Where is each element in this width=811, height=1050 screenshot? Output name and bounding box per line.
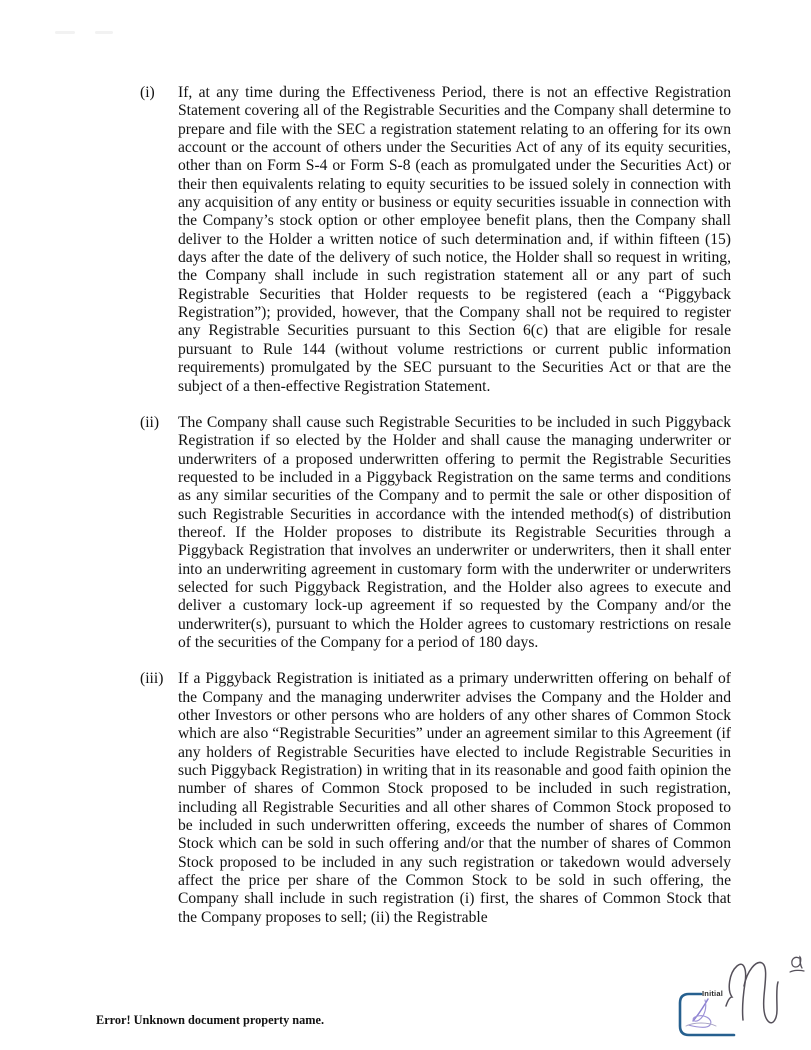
list-label-iii: (iii)	[140, 670, 164, 688]
list-label-ii: (ii)	[140, 413, 160, 431]
handwritten-initials-icon	[718, 946, 811, 1034]
document-error-field: Error! Unknown document property name.	[96, 1013, 325, 1027]
handwritten-initials-signature	[718, 946, 811, 1034]
scan-artifact-mark	[95, 31, 113, 34]
list-paragraph-ii	[140, 414, 731, 652]
scan-artifact	[55, 27, 117, 37]
list-paragraph-iii	[140, 670, 731, 927]
initial-stamp-label: Initial	[702, 989, 723, 998]
list-label-i: (i)	[140, 84, 155, 101]
scan-artifact-mark	[55, 31, 75, 34]
document-body	[140, 84, 731, 945]
paragraph-text-iii: If a Piggyback Registration is initiated as a primary underwritten offering on behalf of the Company and the managing underwriter advises the Company and the Holder and other Investors or other persons who are holders of any other shares of Common Stock which are also “Registrable Securities” under an agreement similar to this Agreement (if any holders of Registrable Securities have elected to include Registrable Securities in such Piggyback Registration) in writing that in its reasonable and good faith opinion the number of shares of Common Stock proposed to be included in such registration, including all Registrable Securities and all other shares of Common Stock proposed to be included in such underwritten offering, exceeds the number of shares of Common Stock which can be sold in such offering and/or that the number of shares of Common Stock proposed to be included in any such registration or takedown would adversely affect the price per share of the Common Stock to be sold in such offering, the Company shall include in such registration (i) first, the shares of Common Stock that the Company proposes to sell; (ii) the Registrable	[178, 670, 731, 926]
paragraph-text-ii: The Company shall cause such Registrable Securities to be included in such Piggyback Registration if so elected by the Holder and shall cause the managing underwriter or underwriters of a proposed underwritten offering to permit the Registrable Securities requested to be included in a Piggyback Registration on the same terms and conditions as any similar securities of the Company and to permit the sale or other disposition of such Registrable Securities in accordance with the intended method(s) of distribution thereof. If the Holder proposes to distribute its Registrable Securities through a Piggyback Registration that involves an underwriter or underwriters, then it shall enter into an underwriting agreement in customary form with the underwriter or underwriters selected for such Piggyback Registration, and the Holder also agrees to execute and deliver a customary lock-up agreement if so requested by the Company and/or the underwriter(s), pursuant to which the Holder agrees to customary restrictions on resale of the securities of the Company for a period of 180 days.	[178, 413, 731, 651]
list-paragraph-i	[140, 84, 731, 396]
paragraph-text-i: If, at any time during the Effectiveness Period, there is not an effective Registration Statement covering all of the Registrable Securities and the Company shall determine to prepare and file with the SEC a registration statement relating to an offering for its own account or the account of others under the Securities Act of any of its equity securities, other than on Form S-4 or Form S-8 (each as promulgated under the Securities Act) or their then equivalents relating to equity securities to be issued solely in connection with any acquisition of any entity or business or equity securities issuable in connection with the Company’s stock option or other employee benefit plans, then the Company shall deliver to the Holder a written notice of such determination and, if within fifteen (15) days after the date of the delivery of such notice, the Holder shall so request in writing, the Company shall include in such registration statement all or any part of such Registrable Securities that Holder requests to be registered (each a “Piggyback Registration”); provided, however, that the Company shall not be required to register any Registrable Securities pursuant to this Section 6(c) that are eligible for resale pursuant to Rule 144 (without volume restrictions or current public information requirements) promulgated by the SEC pursuant to the Securities Act or that are the subject of a then-effective Registration Statement.	[178, 84, 731, 395]
initial-scribble-icon	[686, 999, 716, 1027]
